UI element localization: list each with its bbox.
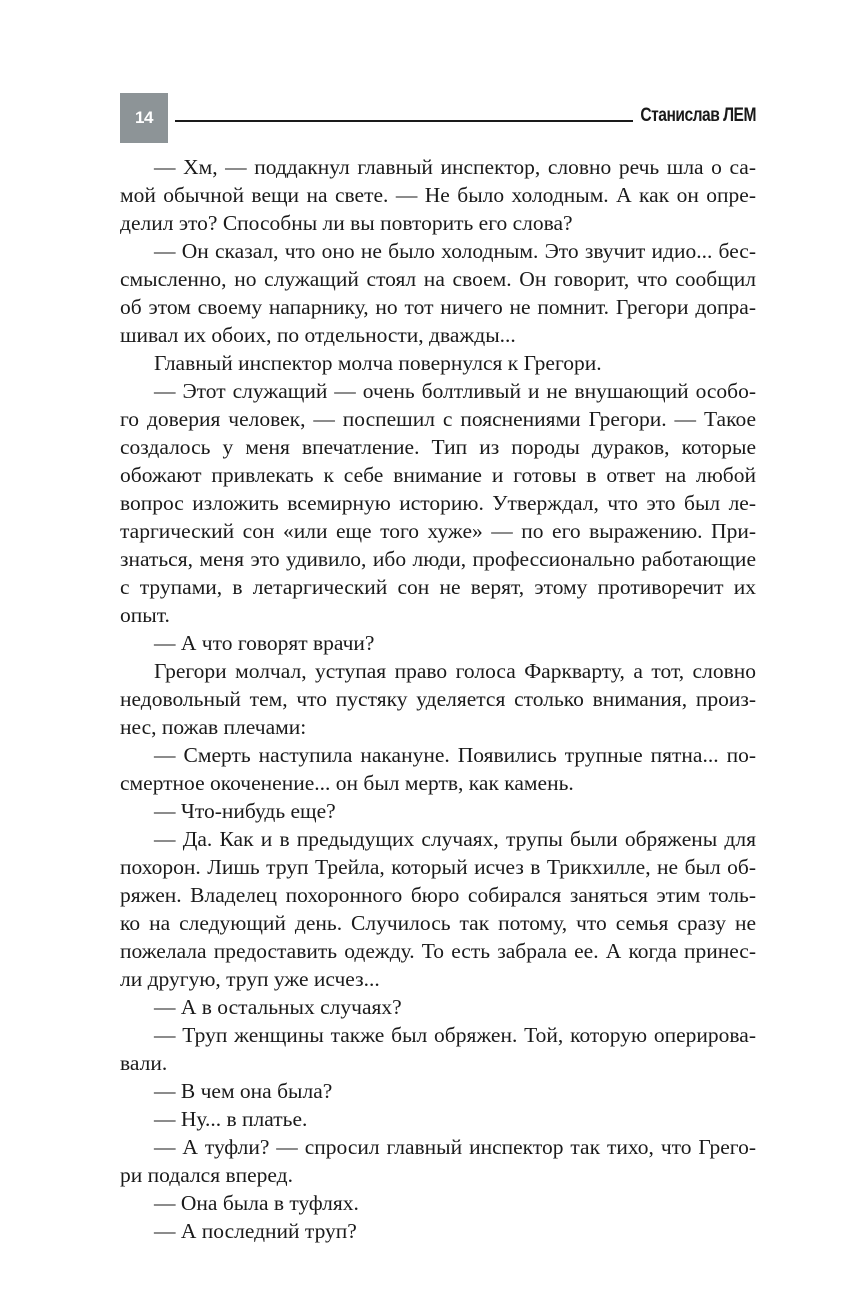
text-line: Грегори молчал, уступая право голоса Фаркварту, а тот, словно	[154, 659, 756, 683]
text-line: об этом своему напарнику, но тот ничего не помнит. Грегори допра-	[120, 295, 756, 319]
text-line: смысленно, но служащий стоял на своем. Он говорит, что сообщил	[120, 267, 756, 291]
text-line: — Ну... в платье.	[154, 1107, 308, 1131]
text-line: опыт.	[120, 603, 170, 627]
author-name: Станислав ЛЕМ	[640, 105, 756, 126]
text-line: — А туфли? — спросил главный инспектор так тихо, что Грего-	[154, 1135, 756, 1159]
text-line: — Этот служащий — очень болтливый и не внушающий особо-	[154, 379, 756, 403]
text-line: — Смерть наступила накануне. Появились трупные пятна... по-	[154, 743, 756, 767]
text-line: — Хм, — поддакнул главный инспектор, словно речь шла о са-	[154, 155, 756, 179]
text-line: — Он сказал, что оно не было холодным. Это звучит идио... бес-	[154, 239, 756, 263]
text-line: — Что-нибудь еще?	[154, 799, 336, 823]
text-line: — Да. Как и в предыдущих случаях, трупы были обряжены для	[154, 827, 756, 851]
text-line: недовольный тем, что пустяку уделяется столько внимания, произ-	[120, 687, 756, 711]
body-text	[120, 153, 756, 1245]
page-number: 14	[135, 108, 153, 127]
text-line: смертное окоченение... он был мертв, как камень.	[120, 771, 574, 795]
text-line: знаться, меня это удивило, ибо люди, профессионально работающие	[120, 547, 756, 571]
text-line: делил это? Способны ли вы повторить его слова?	[120, 211, 573, 235]
text-line: таргический сон «или еще того хуже» — по его выражению. При-	[120, 519, 756, 543]
text-line: ри подался вперед.	[120, 1163, 293, 1187]
text-line: ко на следующий день. Случилось так потому, что семья сразу не	[120, 911, 756, 935]
text-line: — А последний труп?	[154, 1219, 357, 1243]
text-line: — В чем она была?	[154, 1079, 333, 1103]
text-line: нес, пожав плечами:	[120, 715, 307, 739]
text-line: го доверия человек, — поспешил с пояснениями Грегори. — Такое	[120, 407, 756, 431]
text-line: — Труп женщины также был обряжен. Той, которую оперирова-	[154, 1023, 756, 1047]
header-rule	[175, 120, 633, 122]
text-line: пожелала предоставить одежду. То есть забрала ее. А когда принес-	[120, 939, 756, 963]
text-line: ряжен. Владелец похоронного бюро собирался заняться этим толь-	[120, 883, 756, 907]
text-line: создалось у меня впечатление. Тип из породы дураков, которые	[120, 435, 756, 459]
text-line: похорон. Лишь труп Трейла, который исчез в Трикхилле, не был об-	[120, 855, 756, 879]
page-number-badge	[120, 93, 168, 143]
text-line: — А что говорят врачи?	[154, 631, 375, 655]
text-line: Главный инспектор молча повернулся к Грегори.	[154, 351, 602, 375]
text-line: с трупами, в летаргический сон не верят, этому противоречит их	[120, 575, 756, 599]
text-line: шивал их обоих, по отдельности, дважды...	[120, 323, 516, 347]
text-line: вопрос изложить всемирную историю. Утверждал, что это был ле-	[120, 491, 756, 515]
text-line: обожают привлекать к себе внимание и готовы в ответ на любой	[120, 463, 756, 487]
text-line: ли другую, труп уже исчез...	[120, 967, 380, 991]
text-line: — Она была в туфлях.	[154, 1191, 359, 1215]
text-line: мой обычной вещи на свете. — Не было холодным. А как он опре-	[120, 183, 756, 207]
text-line: — А в остальных случаях?	[154, 995, 402, 1019]
text-line: вали.	[120, 1051, 168, 1075]
running-header	[120, 93, 756, 143]
